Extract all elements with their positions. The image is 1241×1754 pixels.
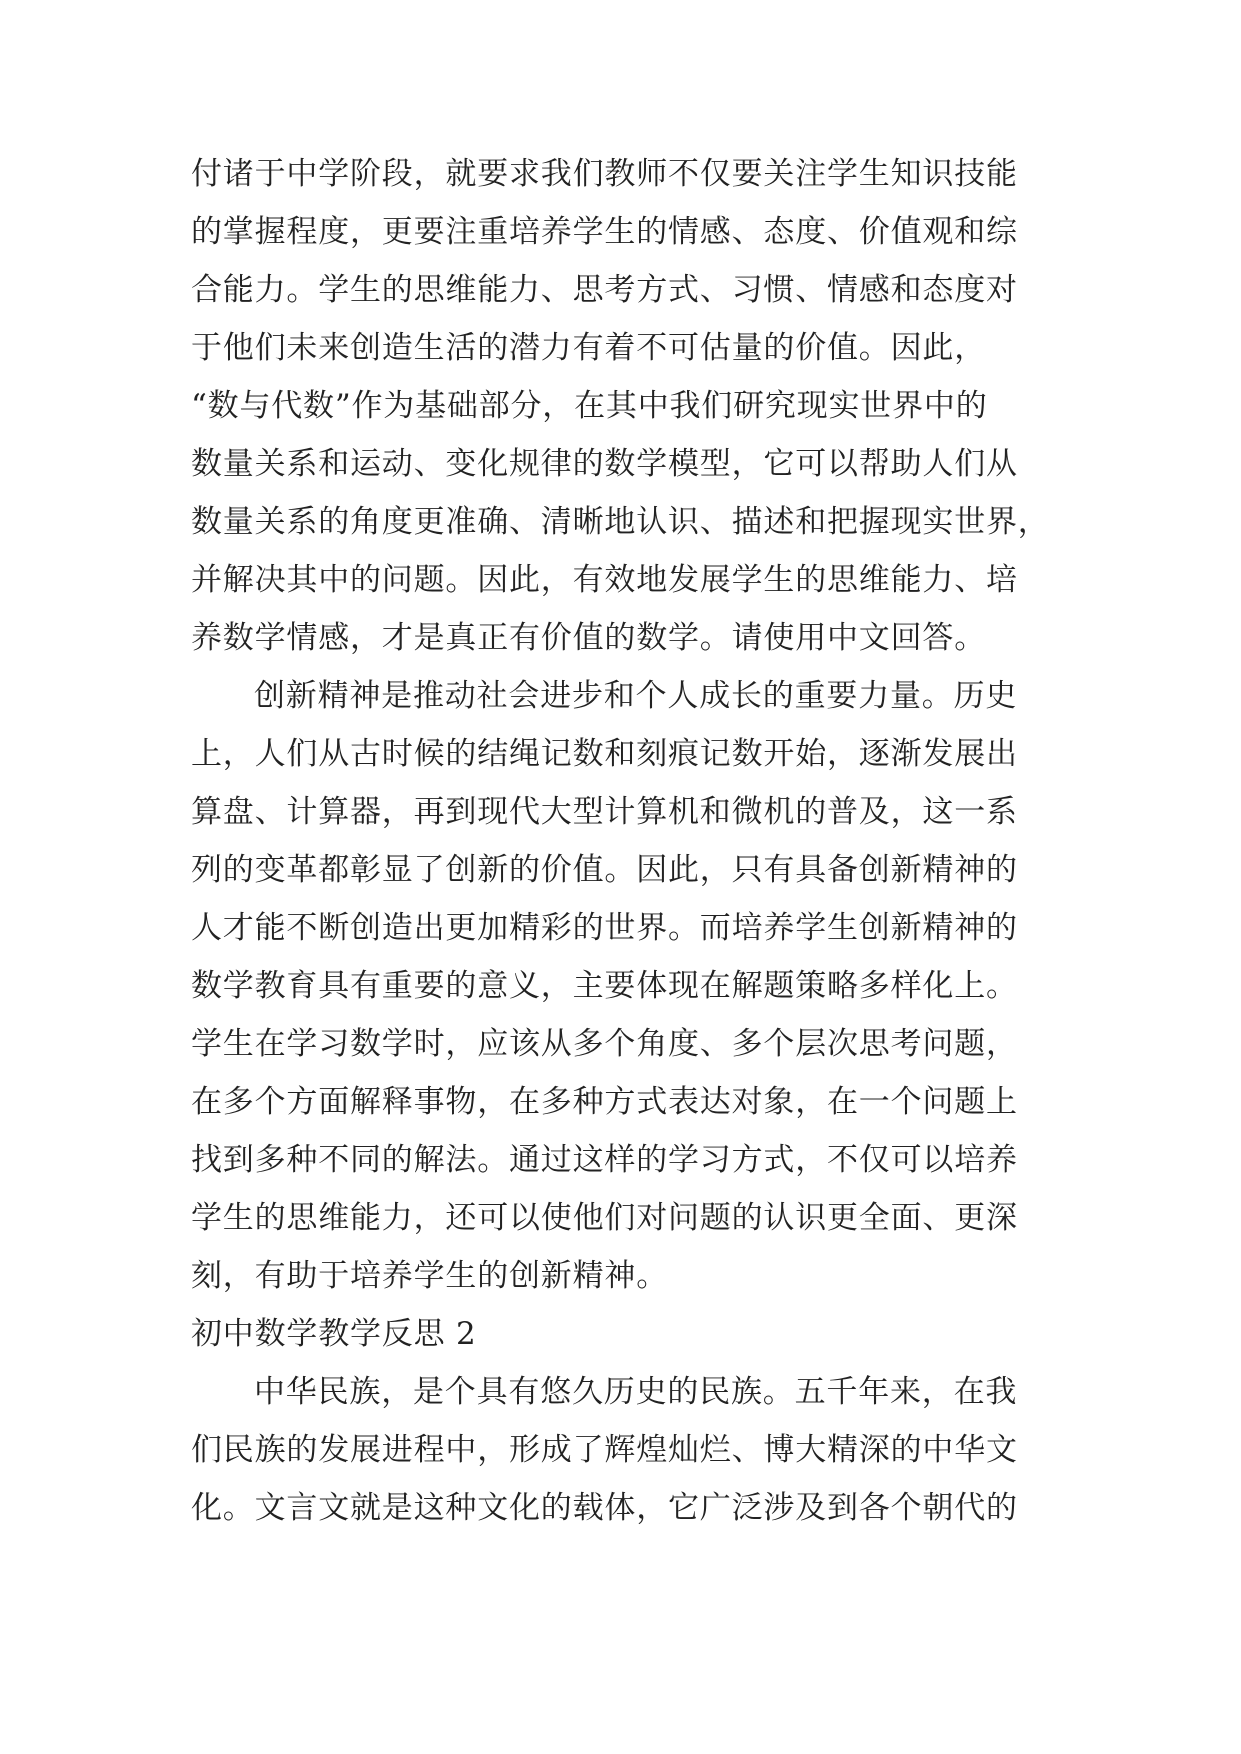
section-heading: 初中数学教学反思 2 [191,1316,477,1352]
text-line: 并解决其中的问题。因此，有效地发展学生的思维能力、培 [191,562,1018,598]
text-line: 刻，有助于培养学生的创新精神。 [191,1258,668,1294]
text-line: 学生在学习数学时，应该从多个角度、多个层次思考问题， [191,1026,1018,1062]
text-line: 在多个方面解释事物，在多种方式表达对象，在一个问题上 [191,1084,1018,1120]
text-line: 化。文言文就是这种文化的载体，它广泛涉及到各个朝代的 [191,1490,1018,1526]
text-line: 数学教育具有重要的意义，主要体现在解题策略多样化上。 [191,968,1018,1004]
paragraph-first-line: 创新精神是推动社会进步和个人成长的重要力量。历史 [254,678,1018,714]
text-line: 找到多种不同的解法。通过这样的学习方式，不仅可以培养 [191,1142,1018,1178]
text-line: 数量关系的角度更准确、清晰地认识、描述和把握现实世界， [191,504,1050,540]
paragraph-first-line: 中华民族，是个具有悠久历史的民族。五千年来，在我 [254,1374,1018,1410]
text-line: 的掌握程度，更要注重培养学生的情感、态度、价值观和综 [191,214,1018,250]
text-line: 算盘、计算器，再到现代大型计算机和微机的普及，这一系 [191,794,1018,830]
text-line: 养数学情感，才是真正有价值的数学。请使用中文回答。 [191,620,986,656]
text-line: 合能力。学生的思维能力、思考方式、习惯、情感和态度对 [191,272,1018,308]
text-line: 列的变革都彰显了创新的价值。因此，只有具备创新精神的 [191,852,1018,888]
text-line: 于他们未来创造生活的潜力有着不可估量的价值。因此， [191,330,986,366]
text-line: 们民族的发展进程中，形成了辉煌灿烂、博大精深的中华文 [191,1432,1018,1468]
text-line: 数量关系和运动、变化规律的数学模型，它可以帮助人们从 [191,446,1018,482]
text-line: “数与代数”作为基础部分，在其中我们研究现实世界中的 [191,388,988,424]
text-line: 学生的思维能力，还可以使他们对问题的认识更全面、更深 [191,1200,1018,1236]
text-line: 上，人们从古时候的结绳记数和刻痕记数开始，逐渐发展出 [191,736,1018,772]
text-line: 人才能不断创造出更加精彩的世界。而培养学生创新精神的 [191,910,1018,946]
text-line: 付诸于中学阶段，就要求我们教师不仅要关注学生知识技能 [191,156,1018,192]
